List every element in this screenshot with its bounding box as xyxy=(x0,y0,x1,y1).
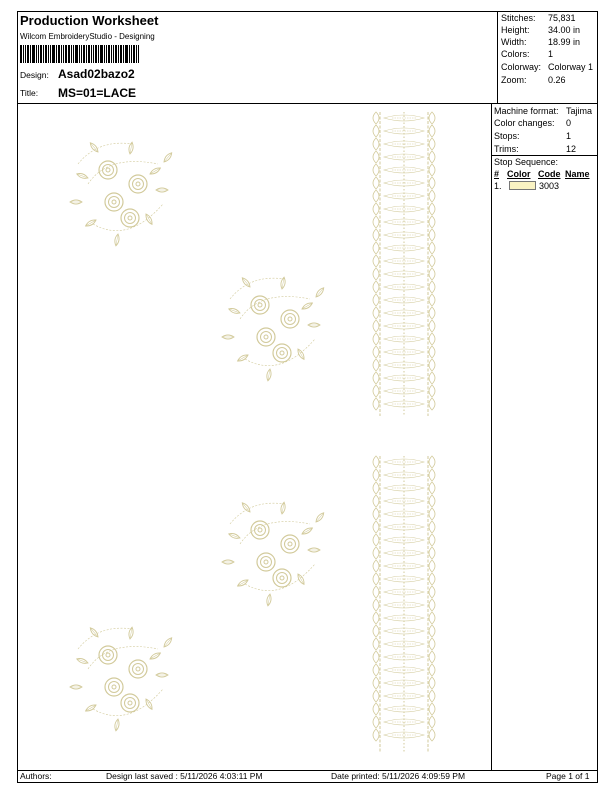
barcode-bar xyxy=(68,45,70,63)
barcode xyxy=(20,45,155,63)
barcode-bar xyxy=(20,45,22,63)
lace-unit xyxy=(373,729,435,741)
barcode-bar xyxy=(98,45,99,63)
sidebar-divider xyxy=(491,103,492,771)
barcode-bar xyxy=(40,45,42,63)
barcode-bar xyxy=(48,45,49,63)
barcode-bar xyxy=(81,45,82,63)
barcode-bar xyxy=(136,45,137,63)
stat-label: Colorway: xyxy=(501,62,542,72)
stat-value: 34.00 in xyxy=(548,25,581,35)
barcode-bar xyxy=(118,45,119,63)
barcode-bar xyxy=(120,45,122,63)
machine-divider xyxy=(491,155,598,156)
design-saved: Design last saved : 5/11/2026 4:03:11 PM xyxy=(106,771,263,781)
lace-unit xyxy=(373,638,435,650)
barcode-bar xyxy=(23,45,24,63)
barcode-bar xyxy=(52,45,55,63)
lace-unit xyxy=(373,112,435,124)
header-stats-divider xyxy=(497,11,498,103)
machine-label: Color changes: xyxy=(494,118,555,128)
barcode-bar xyxy=(123,45,124,63)
barcode-bar xyxy=(73,45,74,63)
barcode-bar xyxy=(86,45,87,63)
stat-label: Stitches: xyxy=(501,13,536,23)
barcode-bar xyxy=(79,45,80,63)
barcode-bar xyxy=(61,45,62,63)
column-header: Code xyxy=(538,169,561,179)
barcode-bar xyxy=(75,45,78,63)
barcode-bar xyxy=(50,45,51,63)
lace-unit xyxy=(373,547,435,559)
lace-unit xyxy=(373,203,435,215)
design-preview xyxy=(18,104,490,769)
stat-label: Zoom: xyxy=(501,75,527,85)
machine-label: Machine format: xyxy=(494,106,559,116)
color-swatch xyxy=(509,181,536,190)
software-name: Wilcom EmbroideryStudio - Designing xyxy=(20,32,155,41)
stat-label: Colors: xyxy=(501,49,530,59)
footer-divider xyxy=(17,770,598,771)
lace-unit xyxy=(373,385,435,397)
barcode-bar xyxy=(115,45,117,63)
column-header: Color xyxy=(507,169,531,179)
machine-label: Trims: xyxy=(494,144,519,154)
stat-label: Width: xyxy=(501,37,527,47)
barcode-bar xyxy=(125,45,128,63)
stat-value: Colorway 1 xyxy=(548,62,594,72)
barcode-bar xyxy=(104,45,105,63)
barcode-bar xyxy=(65,45,67,63)
design-value: Asad02bazo2 xyxy=(58,67,135,81)
stat-value: 0.26 xyxy=(548,75,566,85)
thread-code: 3003 xyxy=(539,181,560,191)
machine-value: 0 xyxy=(566,118,572,128)
machine-label: Stops: xyxy=(494,131,520,141)
title-label: Title: xyxy=(20,88,39,98)
barcode-bar xyxy=(129,45,130,63)
stat-value: 1 xyxy=(548,49,554,59)
barcode-bar xyxy=(43,45,44,63)
machine-value: 1 xyxy=(566,131,572,141)
barcode-bar xyxy=(106,45,107,63)
barcode-bar xyxy=(38,45,39,63)
machine-value: Tajima xyxy=(566,106,593,116)
barcode-bar xyxy=(131,45,132,63)
authors-label: Authors: xyxy=(20,771,52,781)
lace-unit xyxy=(373,456,435,468)
barcode-bar xyxy=(36,45,37,63)
barcode-bar xyxy=(113,45,114,63)
title-value: MS=01=LACE xyxy=(58,86,137,100)
page-number: Page 1 of 1 xyxy=(546,771,590,781)
column-header: Name xyxy=(565,169,590,179)
barcode-bar xyxy=(83,45,85,63)
stop-sequence-heading: Stop Sequence: xyxy=(494,157,559,167)
barcode-bar xyxy=(71,45,72,63)
barcode-bar xyxy=(58,45,60,63)
stop-number: 1. xyxy=(494,181,502,191)
stat-value: 18.99 in xyxy=(548,37,581,47)
barcode-bar xyxy=(30,45,31,63)
barcode-bar xyxy=(63,45,64,63)
barcode-bar xyxy=(27,45,29,63)
barcode-bar xyxy=(32,45,35,63)
barcode-bar xyxy=(138,45,139,63)
barcode-bar xyxy=(93,45,94,63)
barcode-bar xyxy=(95,45,97,63)
barcode-bar xyxy=(111,45,112,63)
barcode-bar xyxy=(133,45,135,63)
barcode-bar xyxy=(91,45,92,63)
barcode-bar xyxy=(45,45,47,63)
stat-value: 75,831 xyxy=(548,13,576,23)
barcode-bar xyxy=(100,45,103,63)
barcode-bar xyxy=(108,45,110,63)
barcode-bar xyxy=(25,45,26,63)
stat-label: Height: xyxy=(501,25,530,35)
date-printed: Date printed: 5/11/2026 4:09:59 PM xyxy=(331,771,466,781)
lace-unit xyxy=(373,294,435,306)
design-label: Design: xyxy=(20,70,49,80)
column-header: # xyxy=(494,169,500,179)
barcode-bar xyxy=(88,45,90,63)
page-title: Production Worksheet xyxy=(20,13,159,28)
barcode-bar xyxy=(56,45,57,63)
machine-value: 12 xyxy=(566,144,577,154)
